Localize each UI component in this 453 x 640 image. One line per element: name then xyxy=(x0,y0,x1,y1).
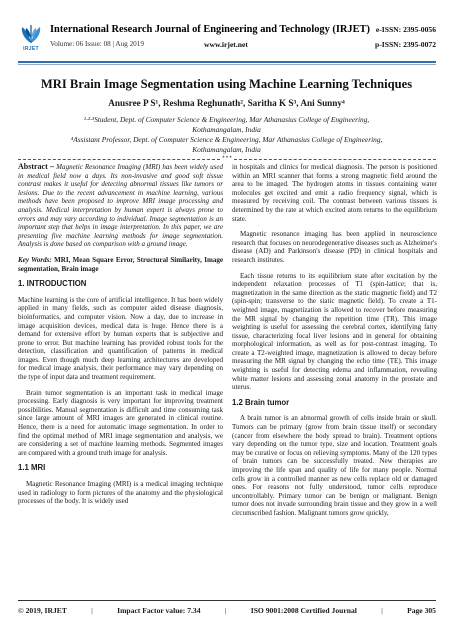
paragraph: A brain tumor is an abnormal growth of cells inside brain or skull. Tumors can be primary (grow from brain tissue itself) or secondary (cancer from elsewhere the body spread to brain). Treatment options vary depending on the tumor type, size and location. Treatment goals may be curative or focus on relieving symptoms. Many of the 120 types of brain tumors can be successfully treated. New therapies are improving the life span and quality of life for many people. Normal cells grow in a controlled manner as new cells replace old or damaged ones. For reasons not fully understood, tumor cells reproduce uncontrollably. Primary tumor can be benign or malignant. Benign tumor does not invade surrounding brain tissue and they grow in a well circumscribed fashion. Malignant tumors grow quickly, xyxy=(232,414,437,517)
left-column xyxy=(18,163,223,513)
paper-title: MRI Brain Image Segmentation using Machine Learning Techniques xyxy=(40,77,413,91)
paragraph: Each tissue returns to its equilibrium state after excitation by the independent relaxation processes of T1 (spin-lattice; that is, magnetization in the same direction as the static magnetic field) and T2 (spin-spin; transverse to the static magnetic field). To create a T1-weighted image, magnetization is allowed to recover before measuring the MR signal by changing the repetition time (TR). This image weighting is useful for assessing the cerebral cortex, identifying fatty tissue, characterizing focal liver lesions and in general for obtaining morphological information, as well as for post-contrast imaging. To create a T2-weighted image, magnetization is allowed to decay before measuring the MR signal by changing the echo time (TE). This image weighting is useful for detecting edema and inflammation, revealing white matter lesions and assessing zonal anatomy in the prostate and uterus. xyxy=(232,271,437,392)
journal-volume: Volume: 06 Issue: 08 | Aug 2019 xyxy=(50,40,144,48)
journal-website-link[interactable]: www.irjet.net xyxy=(204,40,248,49)
footer-page-number: Page 305 xyxy=(407,606,436,615)
keywords xyxy=(18,256,223,273)
footer-iso: ISO 9001:2008 Certified Journal xyxy=(250,606,357,615)
abstract xyxy=(18,163,223,249)
footer-impact-factor: Impact Factor value: 7.34 xyxy=(117,606,201,615)
logo-text: IRJET xyxy=(23,46,39,52)
right-column xyxy=(232,163,437,525)
section-heading-mri: 1.1 MRI xyxy=(18,463,46,473)
separator-stars: *** xyxy=(221,155,233,162)
section-heading-introduction: 1. INTRODUCTION xyxy=(18,279,87,289)
journal-header xyxy=(18,20,436,60)
affiliation-line: Kothamangalam, India xyxy=(192,145,261,154)
paragraph: Brain tumor segmentation is an important task in medical image processing. Early diagnosis is very important for improving treatment possibilities. Manual segmentation is difficult and time consuming task since large amount of MRI images are generated in clinical routine. Hence, there is a need for automatic image segmentation. In order to find the optimal method of MRI image segmentation and analysis, we are considering a set of machine learning methods. Segmented images are compared with a ground truth image for analysis. xyxy=(18,388,223,457)
e-issn: e-ISSN: 2395-0056 xyxy=(375,25,436,34)
footer-separator: | xyxy=(224,606,227,615)
paragraph: Magnetic resonance imaging has been applied in neuroscience research that focuses on neurodegenerative diseases such as Alzheimer's disease (AD) and Parkinson's disease (PD) in clinical hospitals and research institutes. xyxy=(232,230,437,264)
footer-separator: | xyxy=(381,606,383,615)
separator-dash xyxy=(234,159,436,160)
header-divider-thin xyxy=(18,64,436,65)
footer-divider xyxy=(18,600,436,601)
footer-separator: | xyxy=(91,606,93,615)
affiliation-line: ⁴Assistant Professor, Dept. of Computer Science & Engineering, Mar Athanasius College of Engineering, xyxy=(70,135,383,144)
abstract-label: Abstract – xyxy=(18,162,55,171)
paragraph: Machine learning is the core of artificial intelligence. It has been widely applied in many fields, such as computer aided disease diagnosis, bioinformatics, and computer vision. Now a day, due to increase in image acquisition devices, medical data is huge. Hence there is a demand for extensive effort by human experts that is subjective and prone to error. But machine learning has provided robust tools for the detection, classification and quantification of patterns in medical images. Even though much deep learning architectures are developed for medical image analysis, their performance may vary depending on the type of input data and treatment requirement. xyxy=(18,295,223,382)
paper-authors: Anusree P S¹, Reshma Reghunath², Saritha K S³, Ani Sunny⁴ xyxy=(108,98,345,108)
abstract-text: Magnetic Resonance Imaging (MRI) has been widely used in medical field now a days. Its non-invasive and good soft tissue contrast makes it useful for detecting abnormal tissues like tumors or lesions. Due to the recent advancement in machine learning, various methods have been proposed to improve MRI image processing and analysis. Medical interpretation by human expert is always prone to errors and may vary according to individual. Image segmentation is an important step that helps in image interpretation. In this paper, we are presenting five machine learning methods for image segmentation. Analysis is done based on comparison with a ground image. xyxy=(18,163,223,249)
section-heading-brain-tumor: 1.2 Brain tumor xyxy=(232,397,290,407)
keywords-label: Key Words: xyxy=(18,255,52,264)
separator-dash xyxy=(18,159,220,160)
page-footer xyxy=(18,606,436,615)
keywords-text: MRI, Mean Square Error, Structural Similarity, Image segmentation, Brain image xyxy=(18,255,223,273)
footer-copyright: © 2019, IRJET xyxy=(18,606,67,615)
affiliation-line: Kothamangalam, India xyxy=(192,125,261,134)
section-separator xyxy=(18,155,436,163)
paragraph: Magnetic Resonance Imaging (MRI) is a medical imaging technique used in radiology to form pictures of the anatomy and the physiological processes of the body. It is widely used xyxy=(18,480,223,506)
journal-title: International Research Journal of Engineering and Technology (IRJET) xyxy=(50,24,370,35)
header-divider xyxy=(18,61,436,63)
p-issn: p-ISSN: 2395-0072 xyxy=(375,40,436,49)
affiliation-line: ¹·²·³Student, Dept. of Computer Science & Engineering, Mar Athanasius College of Engineering, xyxy=(83,115,370,124)
paragraph: in hospitals and clinics for medical diagnosis. The person is positioned within an MRI scanner that forms a strong magnetic field around the area to be imaged. The hydrogen atoms in tissues containing water molecules get excited and emit a radio frequency signal, which is measured by receiving coil. The contrast between various tissues is determined by the rate at which excited atom returns to the equilibrium state. xyxy=(232,163,437,223)
